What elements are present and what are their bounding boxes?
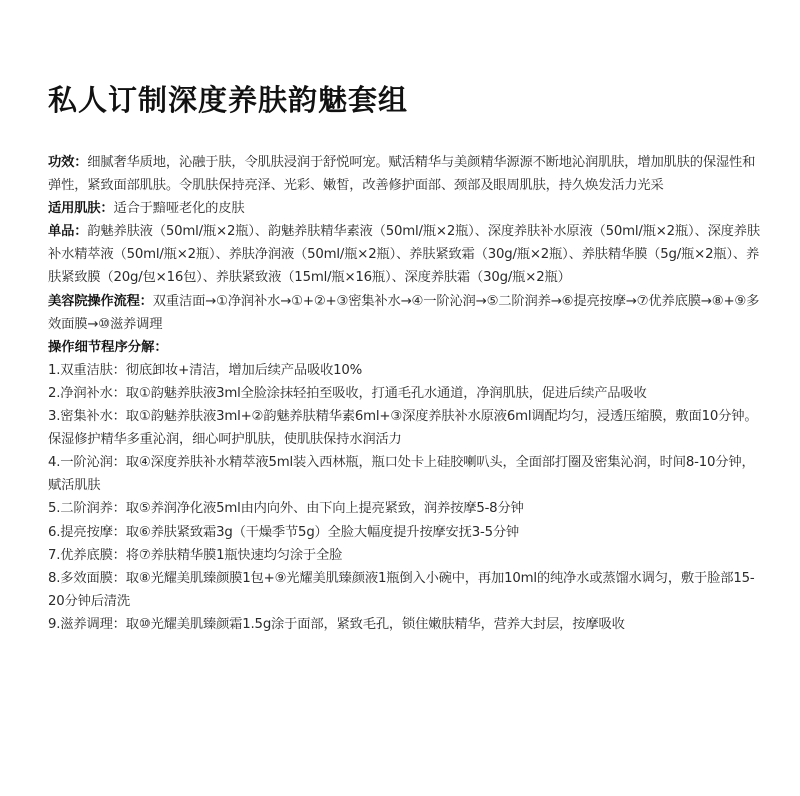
items-paragraph bbox=[48, 220, 760, 289]
step-item: 8.多效面膜：取⑧光耀美肌臻颜膜1包+⑨光耀美肌臻颜液1瓶倒入小碗中，再加10ml的纯净水或蒸馏水调匀，敷于脸部15-20分钟后清洗 bbox=[48, 570, 755, 609]
step-item: 4.一阶沁润：取④深度养肤补水精萃液5ml装入西林瓶，瓶口处卡上硅胶喇叭头，全面部打圈及密集沁润，时间8-10分钟，赋活肌肤 bbox=[48, 455, 755, 494]
page-title: 私人订制深度养肤韵魅套组 bbox=[48, 83, 409, 117]
effect-text: 细腻奢华质地，沁融于肤，令肌肤浸润于舒悦呵宠。赋活精华与美颜精华源源不断地沁润肌肤，增加肌肤的保湿性和弹性，紧致面部肌肤。令肌肤保持亮泽、光彩、嫩皙，改善修护面部、颈部及眼周肌肤，持久焕发活力光采 bbox=[48, 155, 756, 194]
items-text: 韵魅养肤液（50ml/瓶×2瓶）、韵魅养肤精华素液（50ml/瓶×2瓶）、深度养肤补水原液（50ml/瓶×2瓶）、深度养肤补水精萃液（50ml/瓶×2瓶）、养肤净润液（50ml/瓶×2瓶）、养肤紧致霜（30g/瓶×2瓶）、养肤精华膜（5g/瓶×2瓶）、养肤紧致膜（20g/包×16包）、养肤紧致液（15ml/瓶×16瓶）、深度养肤霜（30g/瓶×2瓶） bbox=[48, 224, 760, 286]
steps-list bbox=[48, 359, 760, 636]
process-label: 美容院操作流程： bbox=[48, 293, 153, 309]
step-item: 3.密集补水：取①韵魅养肤液3ml+②韵魅养肤精华素6ml+③深度养肤补水原液6ml调配均匀，浸透压缩膜，敷面10分钟。保湿修护精华多重沁润，细心呵护肌肤，使肌肤保持水润活力 bbox=[48, 409, 758, 448]
skin-type-text: 适合于黯哑老化的皮肤 bbox=[113, 201, 245, 217]
effect-paragraph bbox=[48, 151, 760, 197]
skin-type-label: 适用肌肤： bbox=[48, 201, 114, 217]
skin-type-paragraph bbox=[48, 197, 760, 220]
product-description bbox=[48, 151, 760, 636]
step-item: 2.净润补水：取①韵魅养肤液3ml全脸涂抹轻拍至吸收，打通毛孔水通道，净润肌肤，促进后续产品吸收 bbox=[48, 385, 647, 401]
effect-label: 功效： bbox=[48, 155, 88, 170]
step-item: 7.优养底膜：将⑦养肤精华膜1瓶快速均匀涂于全脸 bbox=[48, 547, 343, 563]
items-label: 单品： bbox=[48, 224, 88, 240]
step-item: 5.二阶润养：取⑤养润净化液5ml由内向外、由下向上提亮紧致，润养按摩5-8分钟 bbox=[48, 501, 524, 517]
step-item: 1.双重洁肤：彻底卸妆+清洁，增加后续产品吸收10% bbox=[48, 362, 363, 378]
process-paragraph bbox=[48, 290, 760, 336]
step-item: 6.提亮按摩：取⑥养肤紧致霜3g（干燥季节5g）全脸大幅度提升按摩安抚3-5分钟 bbox=[48, 524, 520, 540]
details-heading: 操作细节程序分解： bbox=[48, 339, 168, 355]
step-item: 9.滋养调理：取⑩光耀美肌臻颜霜1.5g涂于面部，紧致毛孔，锁住嫩肤精华，营养大封层，按摩吸收 bbox=[48, 616, 625, 632]
process-text: 双重洁面→①净润补水→①+②+③密集补水→④一阶沁润→⑤二阶润养→⑥提亮按摩→⑦优养底膜→⑧+⑨多效面膜→⑩滋养调理 bbox=[48, 293, 760, 332]
